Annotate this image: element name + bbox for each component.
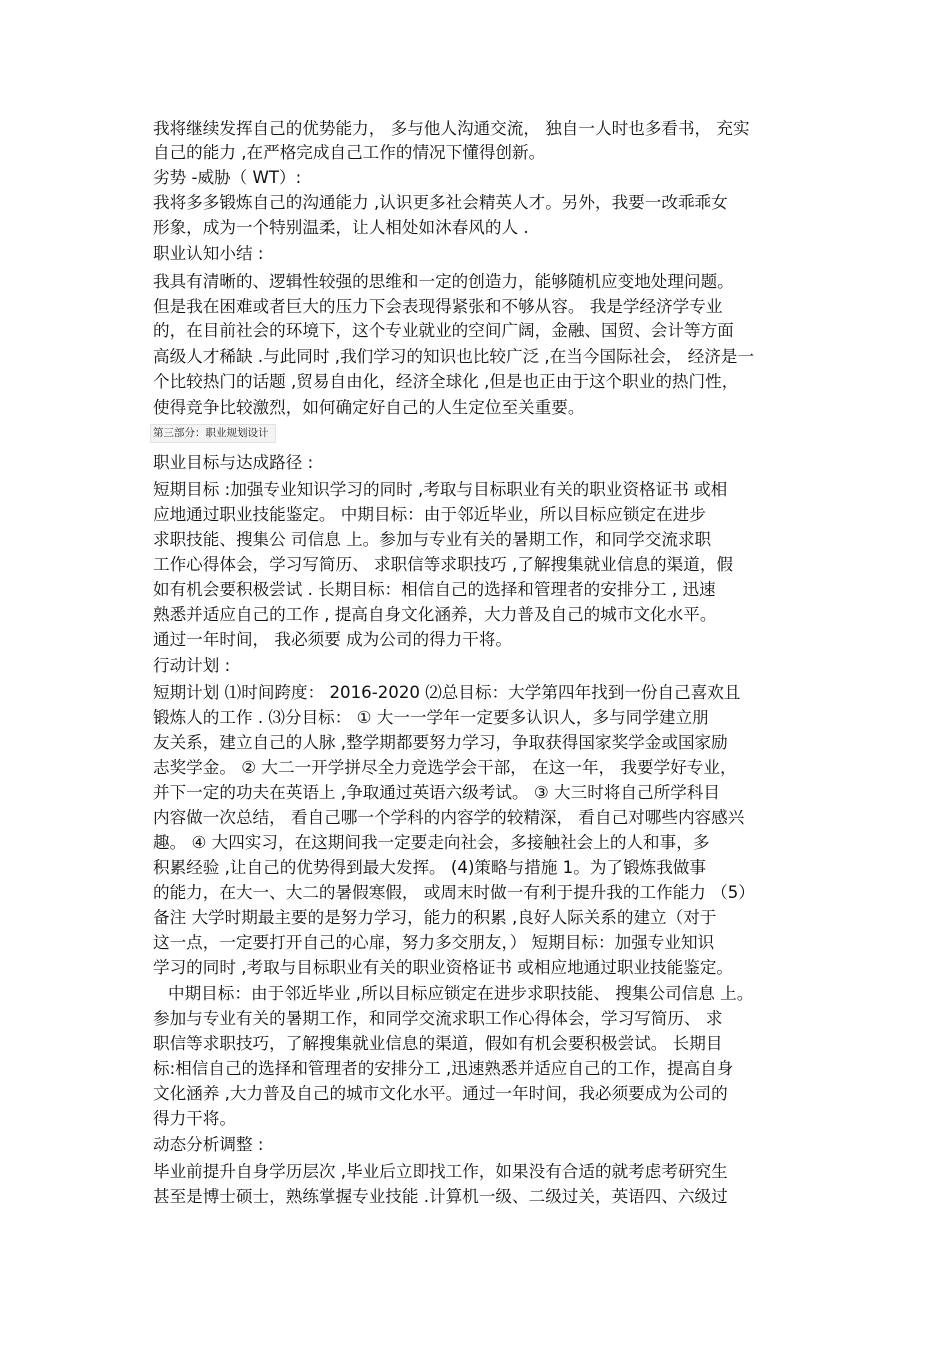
text-line: 高级人才稀缺 .与此同时 ,我们学习的知识也比较广泛 ,在当今国际社会， 经济是一 [153,347,755,366]
heading-line: 动态分析调整 : [153,1135,264,1154]
text-line: 短期目标 :加强专业知识学习的同时 ,考取与目标职业有关的职业资格证书 或相 [153,480,728,499]
text-line: 锻炼人的工作 . ⑶分目标： ① 大一一学年一定要多认识人，多与同学建立朋 [153,708,709,727]
text-line: 得力干将。 [153,1109,236,1128]
text-line: 使得竞争比较激烈，如何确定好自己的人生定位至关重要。 [153,398,585,417]
text-line: 但是我在困难或者巨大的压力下会表现得紧张和不够从容。 我是学经济学专业 [153,297,723,316]
text-line: 形象，成为一个特别温柔，让人相处如沐春风的人 . [153,218,529,237]
text-line: 自己的能力 ,在严格完成自己工作的情况下懂得创新。 [153,143,546,162]
text-line: 熟悉并适应自己的工作 , 提高自身文化涵养，大力普及自己的城市文化水平。 [153,605,717,624]
text-line: 志奖学金。 ② 大二一开学拼尽全力竞选学会干部， 在这一年， 我要学好专业， [153,758,737,777]
heading-line: 劣势 -威胁（ WT）: [153,168,302,187]
text-line: 求职技能、搜集公 司信息 上。参加与专业有关的暑期工作，和同学交流求职 [153,530,712,549]
text-line: 这一点，一定要打开自己的心扉，努力多交朋友，） 短期目标：加强专业知识 [153,933,715,952]
heading-line: 职业认知小结 : [153,244,264,263]
text-line: 文化涵养 ,大力普及自己的城市文化水平。通过一年时间，我必须要成为公司的 [153,1084,728,1103]
section-label: 第三部分：职业规划设计 [150,424,276,443]
text-line: 备注 大学时期最主要的是努力学习，能力的积累 ,良好人际关系的建立（对于 [153,908,717,927]
text-line: 我具有清晰的、逻辑性较强的思维和一定的创造力，能够随机应变地处理问题。 [153,272,734,291]
text-line: 友关系，建立自己的人脉 ,整学期都要努力学习，争取获得国家奖学金或国家励 [153,733,728,752]
text-line: 应地通过职业技能鉴定。 中期目标：由于邻近毕业，所以目标应锁定在进步 [153,505,706,524]
text-line: 我将多多锻炼自己的沟通能力 ,认识更多社会精英人才。另外，我要一改乖乖女 [153,193,728,212]
heading-line: 行动计划 : [153,656,231,675]
text-line: 工作心得体会，学习写简历、 求职信等求职技巧 ,了解搜集就业信息的渠道，假 [153,555,734,574]
text-line: 学习的同时 ,考取与目标职业有关的职业资格证书 或相应地通过职业技能鉴定。 [153,958,734,977]
text-line: 内容做一次总结， 看自己哪一个学科的内容学的较精深， 看自己对哪些内容感兴 [153,808,745,827]
text-line: 中期目标：由于邻近毕业 ,所以目标应锁定在进步求职技能、 搜集公司信息 上。 [168,984,754,1003]
text-line: 并下一定的功夫在英语上 ,争取通过英语六级考试。 ③ 大三时将自己所学科目 [153,783,720,802]
text-line: 参加与专业有关的暑期工作，和同学交流求职工作心得体会，学习写简历、 求 [153,1009,723,1028]
text-line: 的，在目前社会的环境下，这个专业就业的空间广阔，金融、国贸、会计等方面 [153,321,734,340]
text-line: 趣。 ④ 大四实习，在这期间我一定要走向社会，多接触社会上的人和事，多 [153,833,710,852]
text-line: 的能力，在大一、大二的暑假寒假， 或周末时做一有利于提升我的工作能力 （5） [153,883,755,902]
text-line: 个比较热门的话题 ,贸易自由化，经济全球化 ,但是也正由于这个职业的热门性， [153,372,739,391]
text-line: 甚至是博士硕士，熟练掌握专业技能 .计算机一级、二级过关，英语四、六级过 [153,1187,728,1206]
text-line: 职信等求职技巧，了解搜集就业信息的渠道，假如有机会要积极尝试。 长期目 [153,1034,723,1053]
text-line: 通过一年时间， 我必须要 成为公司的得力干将。 [153,630,513,649]
text-line: 我将继续发挥自己的优势能力， 多与他人沟通交流， 独自一人时也多看书， 充实 [153,119,750,138]
text-line: 积累经验 ,让自己的优势得到最大发挥。 (4)策略与措施 1。为了锻炼我做事 [153,858,706,877]
text-line: 如有机会要积极尝试 . 长期目标：相信自己的选择和管理者的安排分工 , 迅速 [153,580,716,599]
heading-line: 职业目标与达成路径 : [153,453,314,472]
text-line: 毕业前提升自身学历层次 ,毕业后立即找工作，如果没有合适的就考虑考研究生 [153,1162,728,1181]
text-line: 标:相信自己的选择和管理者的安排分工 ,迅速熟悉并适应自己的工作，提高自身 [153,1059,734,1078]
text-line: 短期计划 ⑴时间跨度： 2016-2020 ⑵总目标：大学第四年找到一份自己喜欢且 [153,683,741,702]
